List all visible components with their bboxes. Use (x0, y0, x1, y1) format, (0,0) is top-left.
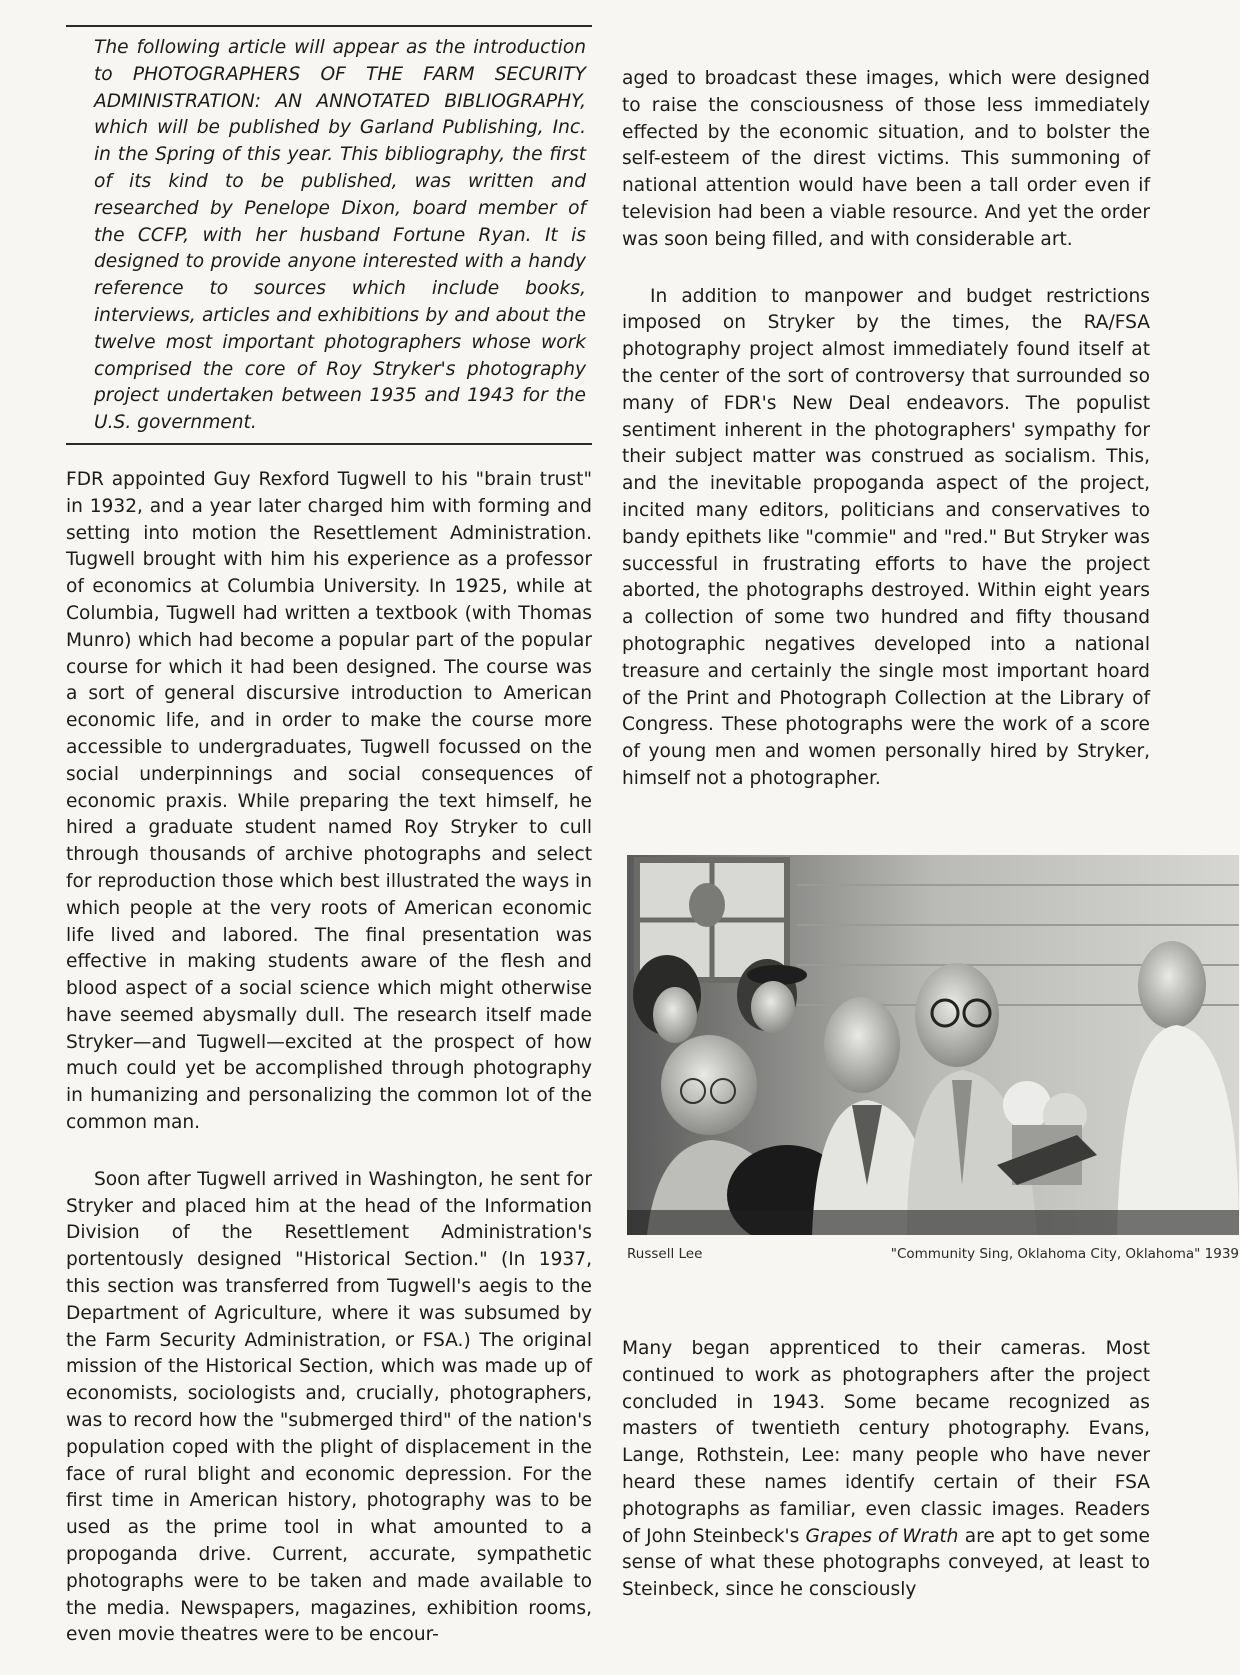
body-paragraph: In addition to manpower and budget restrictions imposed on Stryker by the times, the RA/FSA photography project almost immediately found itself at the center of the sort of controversy that surrounded so many of FDR's New Deal endeavors. The populist sentiment inherent in the photographers' sympathy for their subject matter was construed as socialism. This, and the inevitable propoganda aspect of the project, incited many editors, politicians and conservatives to bandy epithets like "commie" and "red." But Stryker was successful in frustrating efforts to have the project aborted, the photographs destroyed. Within eight years a collection of some two hundred and fifty thousand photographic negatives developed into a national treasure and certainly the single most important hoard of the Print and Photograph Collection at the Library of Congress. These photographs were the work of a score of young men and women personally hired by Stryker, himself not a photographer. (622, 285, 1150, 789)
right-column (622, 66, 1150, 793)
body-paragraph: FDR appointed Guy Rexford Tugwell to his "brain trust" in 1932, and a year later charged him with forming and setting into motion the Resettlement Administration. Tugwell brought with him his experience as a professor of economics at Columbia University. In 1925, while at Columbia, Tugwell had written a textbook (with Thomas Munro) which had become a popular part of the popular course for which it had been designed. The course was a sort of general discursive introduction to American economic life, and in order to make the course more accessible to undergraduates, Tugwell focussed on the social underpinnings and social consequences of economic praxis. While preparing the text himself, he hired a graduate student named Roy Stryker to cull through thousands of archive photographs and select for reproduction those which best illustrated the ways in which people at the very roots of American economic life lived and labored. The final presentation was effective in making students aware of the flesh and blood aspect of a social science which might otherwise have seemed abysmally dull. The research itself made Stryker—and Tugwell—excited at the prospect of how much could yet be accomplished through photography in humanizing and personalizing the common lot of the common man. (66, 468, 592, 1134)
intro-note: The following article will appear as the introduction to PHOTOGRAPHERS OF THE FARM SECURITY ADMINISTRATION: AN ANNOTATED BIBLIOGRAPHY, which will be published by Garland Publishing, Inc. in the Spring of this year. This bibliography, the first of its kind to be published, was written and researched by Penelope Dixon, board member of the CCFP, with her husband Fortune Ryan. It is designed to provide anyone interested with a handy reference to sources which include books, interviews, articles and exhibitions by and about the twelve most important photographers whose work comprised the core of Roy Stryker's photography project undertaken between 1935 and 1943 for the U.S. government. (94, 37, 586, 434)
body-paragraph: Soon after Tugwell arrived in Washington, he sent for Stryker and placed him at the head of the Information Division of the Resettlement Administration's portentously designed "Historical Section." (In 1937, this section was transferred from Tugwell's aegis to the Department of Agriculture, where it was subsumed by the Farm Security Administration, or FSA.) The original mission of the Historical Section, which was made up of economists, sociologists and, crucially, photographers, was to record how the "submerged third" of the nation's population coped with the plight of displacement in the face of rural blight and economic depression. For the first time in American history, photography was to be used as the prime tool in what amounted to a propoganda drive. Current, accurate, sympathetic photographs were to be taken and made available to the media. Newspapers, magazines, exhibition rooms, even movie theatres were to be encour- (66, 1168, 592, 1646)
intro-bottom-rule (66, 443, 592, 445)
body-paragraph (622, 1336, 1150, 1604)
text-run: Many began apprenticed to their cameras. Most continued to work as photographers after the project concluded in 1943. Some became recognized as masters of twentieth century photography. Evans, Lange, Rothstein, Lee: many people who have never heard these names identify certain of their FSA photographs as familiar, even classic images. Readers of John Steinbeck's (622, 1338, 1150, 1547)
book-title: Grapes of Wrath (805, 1525, 959, 1547)
intro-top-rule (66, 25, 592, 27)
left-column (66, 25, 592, 1649)
text-run: are apt to get some sense of what these photographs conveyed, at least to Steinbeck, since he consciously (622, 1525, 1150, 1601)
right-column-bottom (622, 1336, 1150, 1604)
photo-title: "Community Sing, Oklahoma City, Oklahoma" 1939 (890, 1246, 1239, 1262)
photograph-community-sing (627, 855, 1239, 1235)
photo-illustration (627, 855, 1239, 1235)
photo-credit: Russell Lee (627, 1246, 703, 1262)
body-paragraph: aged to broadcast these images, which were designed to raise the consciousness of those less immediately effected by the economic situation, and to bolster the self-esteem of the direst victims. This summoning of national attention would have been a tall order even if television had been a viable resource. And yet the order was soon being filled, and with considerable art. (622, 68, 1150, 250)
